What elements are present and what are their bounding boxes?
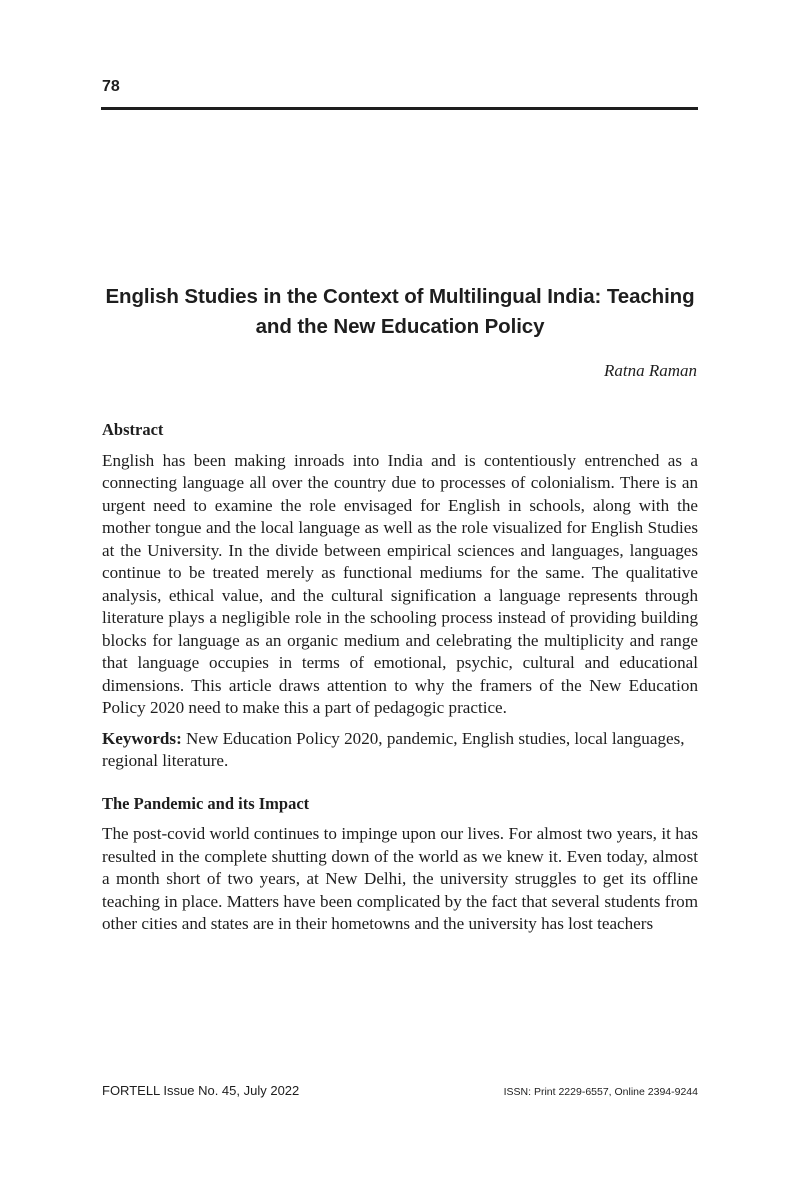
page-footer bbox=[102, 1083, 698, 1098]
keywords-text: New Education Policy 2020, pandemic, English studies, local languages, regional literature. bbox=[102, 728, 685, 770]
section-text: The post-covid world continues to impinge upon our lives. For almost two years, it has resulted in the complete shutting down of the world as we knew it. Even today, almost a month short of two years, at New Delhi, the university struggles to get its offline teaching in place. Matters have been complicated by the fact that several students from other cities and states are in their hometowns and the university has lost teachers bbox=[102, 824, 698, 933]
author-name: Ratna Raman bbox=[603, 361, 697, 380]
keywords bbox=[102, 728, 698, 773]
keywords-label: Keywords: bbox=[102, 728, 182, 748]
journal-issue: FORTELL Issue No. 45, July 2022 bbox=[102, 1083, 300, 1098]
section-heading: The Pandemic and its Impact bbox=[102, 793, 310, 813]
article-title: English Studies in the Context of Multilingual India: Teaching and the New Education Policy bbox=[105, 285, 695, 338]
article-body bbox=[102, 419, 698, 944]
issn: ISSN: Print 2229-6557, Online 2394-9244 bbox=[503, 1086, 698, 1098]
header-rule bbox=[101, 107, 698, 110]
abstract-text: English has been making inroads into India and is contentiously entrenched as a connecting language all over the country due to processes of colonialism. There is an urgent need to examine the role envisaged for English in schools, along with the mother tongue and the local language as well as the role visualized for English Studies at the University. In the divide between empirical sciences and languages, languages continue to be treated merely as functional mediums for the same. The qualitative analysis, ethical value, and the cultural signification a language represents through literature plays a negligible role in the schooling process instead of providing building blocks for language as an organic medium and celebrating the multiplicity and range that language occupies in terms of emotional, psychic, cultural and educational dimensions. This article draws attention to why the framers of the New Education Policy 2020 need to make this a part of pedagogic practice. bbox=[102, 450, 698, 717]
page-number: 78 bbox=[102, 78, 120, 95]
abstract-heading: Abstract bbox=[102, 420, 164, 439]
